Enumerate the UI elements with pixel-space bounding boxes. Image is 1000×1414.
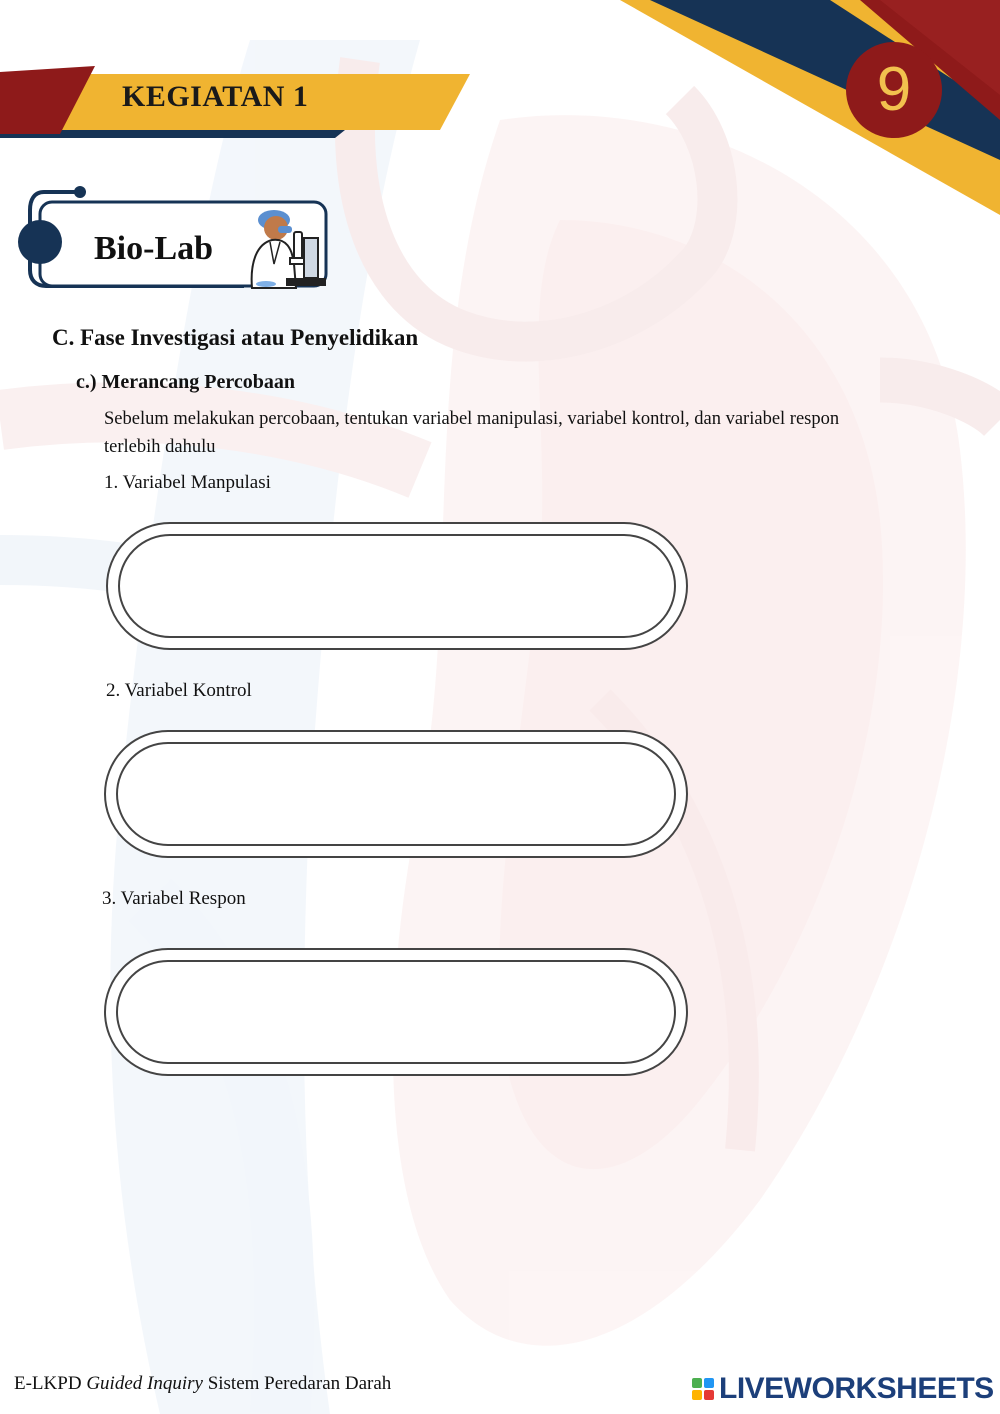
answer-input-kontrol[interactable] — [146, 754, 646, 834]
footer-text — [14, 1373, 391, 1395]
scientist-microscope-icon — [226, 204, 328, 290]
answer-box-manipulasi[interactable] — [106, 522, 688, 650]
logo-square — [704, 1390, 714, 1400]
answer-input-respon[interactable] — [146, 972, 646, 1052]
logo-square — [692, 1390, 702, 1400]
liveworksheets-brand[interactable] — [692, 1372, 994, 1406]
logo-square — [692, 1378, 702, 1388]
page-number: 9 — [846, 42, 942, 138]
brand-name: LIVEWORKSHEETS — [719, 1372, 994, 1405]
section-subheading: c.) Merancang Percobaan — [76, 371, 296, 393]
answer-box-respon[interactable] — [104, 948, 688, 1076]
footer-italic: Guided Inquiry — [86, 1373, 203, 1394]
footer-suffix: Sistem Peredaran Darah — [202, 1373, 392, 1394]
section-heading: C. Fase Investigasi atau Penyelidikan — [52, 325, 419, 350]
item-label-manipulasi: 1. Variabel Manpulasi — [104, 472, 271, 493]
activity-title: KEGIATAN 1 — [122, 80, 309, 113]
answer-input-manipulasi[interactable] — [148, 546, 646, 626]
instruction-text: Sebelum melakukan percobaan, tentukan variabel manipulasi, variabel kontrol, dan variabel respon terlebih dahulu — [104, 409, 840, 457]
footer-prefix: E-LKPD — [14, 1373, 87, 1394]
biolab-label: Bio-Lab — [94, 230, 214, 267]
logo-square — [704, 1378, 714, 1388]
item-label-kontrol: 2. Variabel Kontrol — [106, 680, 252, 701]
liveworksheets-logo-icon — [692, 1378, 714, 1400]
item-label-respon: 3. Variabel Respon — [102, 888, 246, 909]
answer-box-kontrol[interactable] — [104, 730, 688, 858]
